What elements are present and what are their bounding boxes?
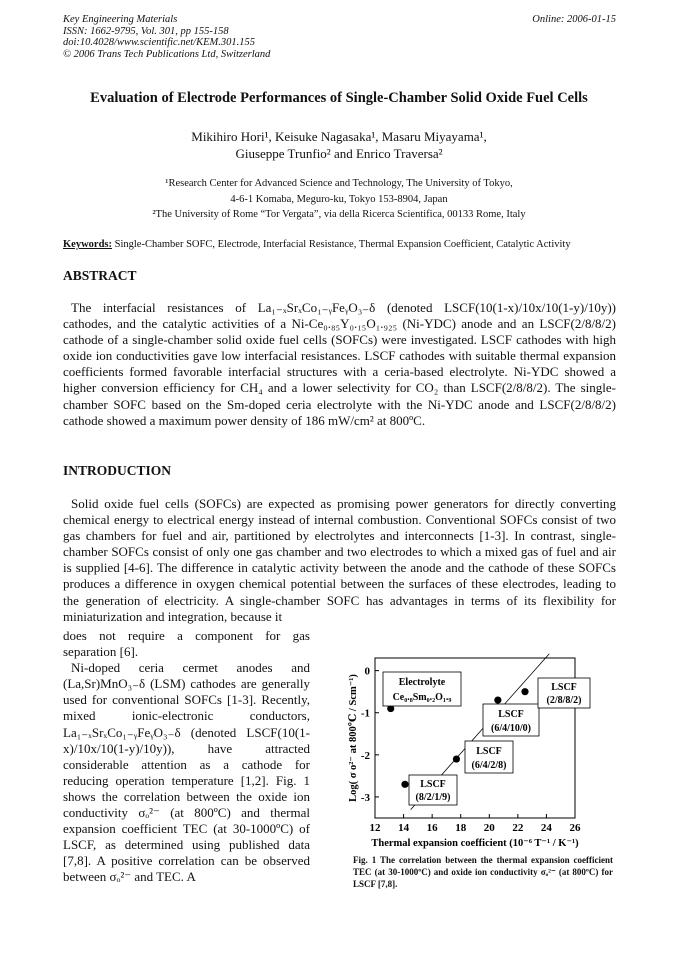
- intro-left-column: [63, 628, 310, 886]
- data-point: [401, 781, 408, 788]
- intro-paragraph-1: [63, 496, 616, 625]
- x-tick-label: 16: [426, 822, 438, 834]
- keywords-line: [63, 239, 623, 250]
- data-point: [453, 755, 460, 762]
- label-lscf-2882: [538, 678, 590, 708]
- y-tick-label: 0: [364, 665, 370, 678]
- figure-1-caption: Fig. 1 The correlation between the thermal expansion coefficient TEC (at 30-1000ºC) and oxide ion conductivity σₒ²⁻ (at 800ºC) for LSCF [7,8].: [353, 855, 613, 889]
- x-tick-label: 24: [540, 822, 552, 834]
- affiliation-1b: 4-6-1 Komaba, Meguro-ku, Tokyo 153-8904, Japan: [230, 193, 448, 205]
- affiliations: [0, 176, 678, 223]
- label-lscf-2882-line1: LSCF: [551, 682, 577, 693]
- online-date: Online: 2006-01-15: [532, 14, 616, 25]
- y-tick-label: -1: [360, 707, 370, 720]
- y-axis-label: Log( σ o²⁻ at 800℃ / Scm⁻¹): [348, 674, 359, 802]
- journal-name: Key Engineering Materials: [63, 14, 178, 25]
- introduction-heading: INTRODUCTION: [63, 463, 172, 478]
- x-tick-label: 20: [483, 822, 495, 834]
- affiliation-1a: ¹Research Center for Advanced Science and Technology, The University of Tokyo,: [165, 178, 513, 189]
- keywords-text: Single-Chamber SOFC, Electrode, Interfacial Resistance, Thermal Expansion Coefficient, Catalytic Activity: [114, 239, 571, 250]
- copyright: © 2006 Trans Tech Publications Ltd, Switzerland: [63, 48, 271, 60]
- figure-1-chart: [340, 648, 620, 948]
- abstract-heading: ABSTRACT: [63, 268, 137, 283]
- intro-text-1: Solid oxide fuel cells (SOFCs) are expected as promising power generators for directly converting chemical energy to electrical energy instead of internal combustion. Conventional SOFCs consist of two gas chambers for fuel and air, partitioned by electrolytes and interconnects [1-3]. In contrast, single-chamber SOFCs consist of only one gas chamber and two electrodes to which a mixed gas of fuel and air is supplied [4-6]. The difference in catalytic activity between the anode and the cathode of these SOFCs produces a difference in oxygen chemical potential between the surfaces of these electrodes, leading to the generation of electricity. A single-chamber SOFC has advantages in terms of its flexibility for miniaturization and integration, because it: [63, 496, 616, 624]
- x-tick-label: 26: [569, 822, 581, 834]
- label-lscf-64100: [483, 704, 539, 736]
- label-lscf-8219: [409, 775, 457, 805]
- label-lscf-8219-line2: (8/2/1/9): [415, 792, 451, 803]
- x-tick-label: 14: [398, 822, 410, 834]
- keywords-label: Keywords:: [63, 239, 112, 250]
- authors: [0, 128, 678, 162]
- label-lscf-64100-line1: LSCF: [498, 709, 524, 720]
- authors-line-1: Mikihiro Hori¹, Keisuke Nagasaka¹, Masaru Miyayama¹,: [191, 129, 487, 144]
- label-electrolyte-line1: Electrolyte: [398, 677, 446, 688]
- paper-title: Evaluation of Electrode Performances of Single-Chamber Solid Oxide Fuel Cells: [90, 90, 588, 106]
- doi: doi:10.4028/www.scientific.net/KEM.301.155: [63, 37, 255, 49]
- authors-line-2: Giuseppe Trunfio² and Enrico Traversa²: [235, 146, 443, 161]
- journal-header: [63, 14, 270, 60]
- x-tick-label: 18: [455, 822, 467, 834]
- abstract-text: The interfacial resistances of La₁₋ₓSrₓCo₁₋ᵧFeᵧO₃₋δ (denoted LSCF(10(1-x)/10x/10(1-y)/10y)) cathodes, and the catalytic activities of a Ni-Ce₀.₈₅Y₀.₁₅O₁.₉₂₅ (Ni-YDC) anode and an LSCF(2/8/8/2) cathode of a single-chamber solid oxide fuel cells (SOFCs) were investigated. LSCF cathodes with high oxide ion conductivities gave low interfacial resistances. LSCF cathodes with suitable thermal expansion coefficients formed favorable interfacial structures with a ceria-based electrolyte. Ni-YDC showed a higher conversion efficiency for CH₄ and a lower selectivity for CO₂ than LSCF(2/8/8/2). The single-chamber SOFC based on the Sm-doped ceria electrolyte with the Ni-YDC anode and LSCF(2/8/8/2) cathode showed a maximum power density of 186 mW/cm² at 800ºC.: [63, 300, 616, 428]
- label-lscf-6428: [465, 741, 513, 773]
- data-point: [521, 688, 528, 695]
- label-lscf-64100-line2: (6/4/10/0): [491, 723, 531, 734]
- label-lscf-8219-line1: LSCF: [420, 779, 446, 790]
- abstract-body: [63, 300, 616, 429]
- y-tick-label: -3: [360, 791, 370, 804]
- issn: ISSN: 1662-9795, Vol. 301, pp 155-158: [63, 25, 229, 37]
- data-point: [494, 697, 501, 704]
- x-axis-label: Thermal expansion coefficient (10⁻⁶ T⁻¹ / K⁻¹): [371, 838, 579, 849]
- label-electrolyte: [383, 672, 461, 706]
- intro-text-2: Ni-doped ceria cermet anodes and (La,Sr)MnO₃₋δ (LSM) cathodes are generally used for conventional SOFCs [1-3]. Recently, mixed ionic-electronic conductors, La₁₋ₓSrₓCo₁₋ᵧFeᵧO₃₋δ (denoted LSCF(10(1-x)/10x/10(1-y)/10y)), have attracted considerable attention as a cathode for reducing operation temperature [1,2]. Fig. 1 shows the correlation between the oxide ion conductivity σₒ²⁻ (at 800ºC) and thermal expansion coefficient TEC (at 30-1000ºC) of LSCF, as determined using published data [7,8]. A positive correlation can be observed between σₒ²⁻ and TEC. A: [63, 660, 310, 885]
- label-electrolyte-line2: Ce₀.₈Sm₀.₂O₁.₉: [392, 692, 452, 703]
- x-tick-label: 12: [369, 822, 381, 834]
- affiliation-2: ²The University of Rome “Tor Vergata”, via della Ricerca Scientifica, 00133 Rome, Italy: [152, 209, 526, 220]
- label-lscf-6428-line2: (6/4/2/8): [471, 760, 507, 771]
- label-lscf-6428-line1: LSCF: [476, 746, 502, 757]
- label-lscf-2882-line2: (2/8/8/2): [546, 695, 582, 706]
- x-tick-label: 22: [512, 822, 524, 834]
- y-tick-label: -2: [360, 749, 370, 762]
- intro-text-1-tail: does not require a component for gas separation [6].: [63, 628, 310, 660]
